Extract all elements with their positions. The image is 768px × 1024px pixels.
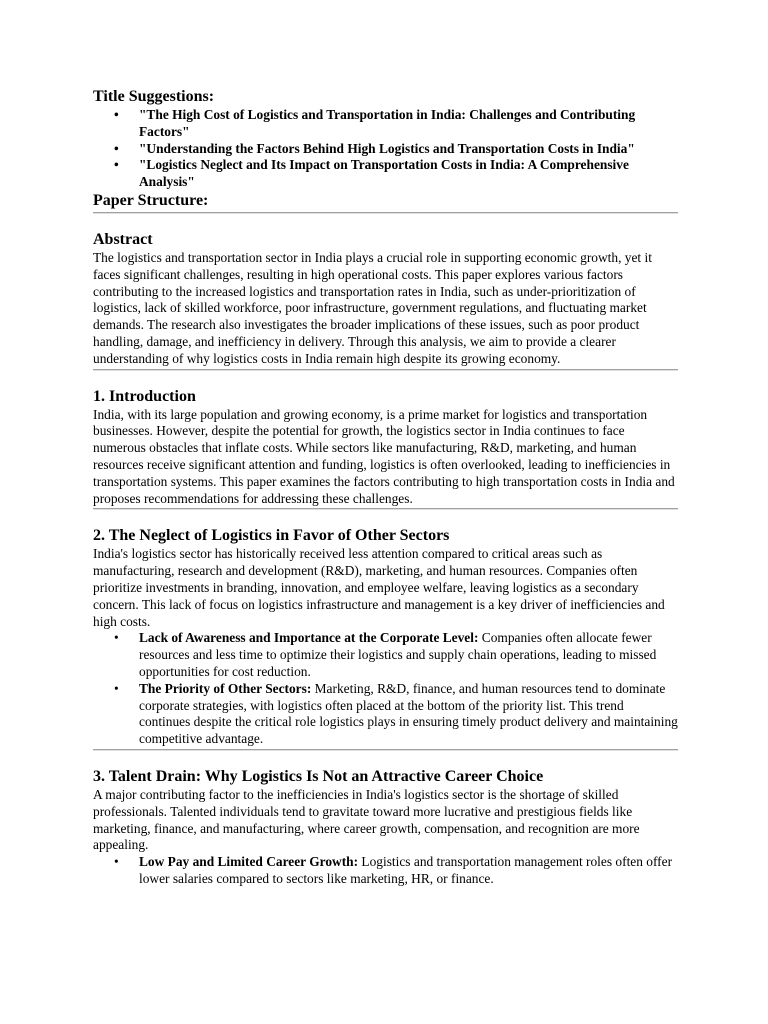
abstract-heading: Abstract — [93, 230, 153, 248]
list-item-label: The Priority of Other Sectors: — [139, 680, 312, 696]
list-item — [93, 630, 678, 680]
list-item-label: Lack of Awareness and Importance at the Corporate Level: — [139, 630, 479, 646]
divider — [93, 508, 678, 510]
title-suggestion-item: • "Understanding the Factors Behind High Logistics and Transportation Costs in India" — [93, 141, 678, 158]
section-3-heading: 3. Talent Drain: Why Logistics Is Not an Attractive Career Choice — [93, 767, 544, 785]
section-3 — [93, 767, 678, 888]
introduction-section — [93, 387, 678, 508]
list-item-label: Low Pay and Limited Career Growth: — [139, 854, 359, 870]
divider — [93, 369, 678, 371]
paper-structure-heading: Paper Structure: — [93, 191, 209, 209]
list-item-text: Logistics and transportation management roles often offer lower salaries compared to sectors like marketing, HR, or finance. — [139, 854, 673, 886]
document-content — [93, 87, 678, 888]
title-suggestions-list — [93, 107, 678, 191]
list-item-text: Marketing, R&D, finance, and human resources tend to dominate corporate strategies, with logistics often placed at the bottom of the priority list. This trend continues despite the critical role logistics plays in ensuring timely product delivery and maintaining competitive advantage. — [139, 680, 678, 747]
introduction-text: India, with its large population and growing economy, is a prime market for logistics and transportation businesses. However, despite the potential for growth, the logistics sector in India continues to face numerous obstacles that inflate costs. While sectors like manufacturing, R&D, marketing, and human resources receive significant attention and funding, logistics is often overlooked, leading to inefficiencies in transportation systems. This paper examines the factors contributing to high transportation costs in India and proposes recommendations for addressing these challenges. — [93, 406, 675, 506]
section-2-text: India's logistics sector has historically received less attention compared to critical areas such as manufacturing, research and development (R&D), marketing, and human resources. Companies often prioritize investments in branding, innovation, and employee welfare, leaving logistics as a secondary concern. This lack of focus on logistics infrastructure and management is a key driver of inefficiencies and high costs. — [93, 546, 665, 629]
list-item — [93, 681, 678, 748]
divider — [93, 749, 678, 751]
introduction-heading: 1. Introduction — [93, 387, 196, 405]
title-suggestion-item: • "Logistics Neglect and Its Impact on Transportation Costs in India: A Comprehensive Analysis" — [93, 157, 678, 191]
list-item — [93, 854, 678, 888]
section-2-heading: 2. The Neglect of Logistics in Favor of Other Sectors — [93, 527, 450, 545]
section-3-text: A major contributing factor to the inefficiencies in India's logistics sector is the shortage of skilled professionals. Talented individuals tend to gravitate toward more lucrative and prestigious fields like marketing, finance, and manufacturing, where career growth, compensation, and recognition are more appealing. — [93, 786, 640, 853]
abstract-text: The logistics and transportation sector in India plays a crucial role in supporting economic growth, yet it faces significant challenges, resulting in high operational costs. This paper explores various factors contributing to the increased logistics and transportation rates in India, such as under-prioritization of logistics, lack of skilled workforce, poor infrastructure, government regulations, and fluctuating market demands. The research also investigates the broader implications of these issues, such as poor product handling, damage, and inefficiency in delivery. Through this analysis, we aim to provide a clearer understanding of why logistics costs in India remain high despite its growing economy. — [93, 249, 652, 366]
list-item-text: Companies often allocate fewer resources and less time to optimize their logistics and supply chain operations, leading to missed opportunities for cost reduction. — [139, 630, 657, 679]
title-suggestions-heading: Title Suggestions: — [93, 88, 215, 105]
section-2 — [93, 526, 678, 748]
abstract-section — [93, 230, 678, 368]
section-3-list — [93, 854, 678, 888]
section-2-list — [93, 630, 678, 748]
title-suggestion-item: • "The High Cost of Logistics and Transportation in India: Challenges and Contributing Factors" — [93, 107, 678, 141]
divider — [93, 212, 678, 214]
